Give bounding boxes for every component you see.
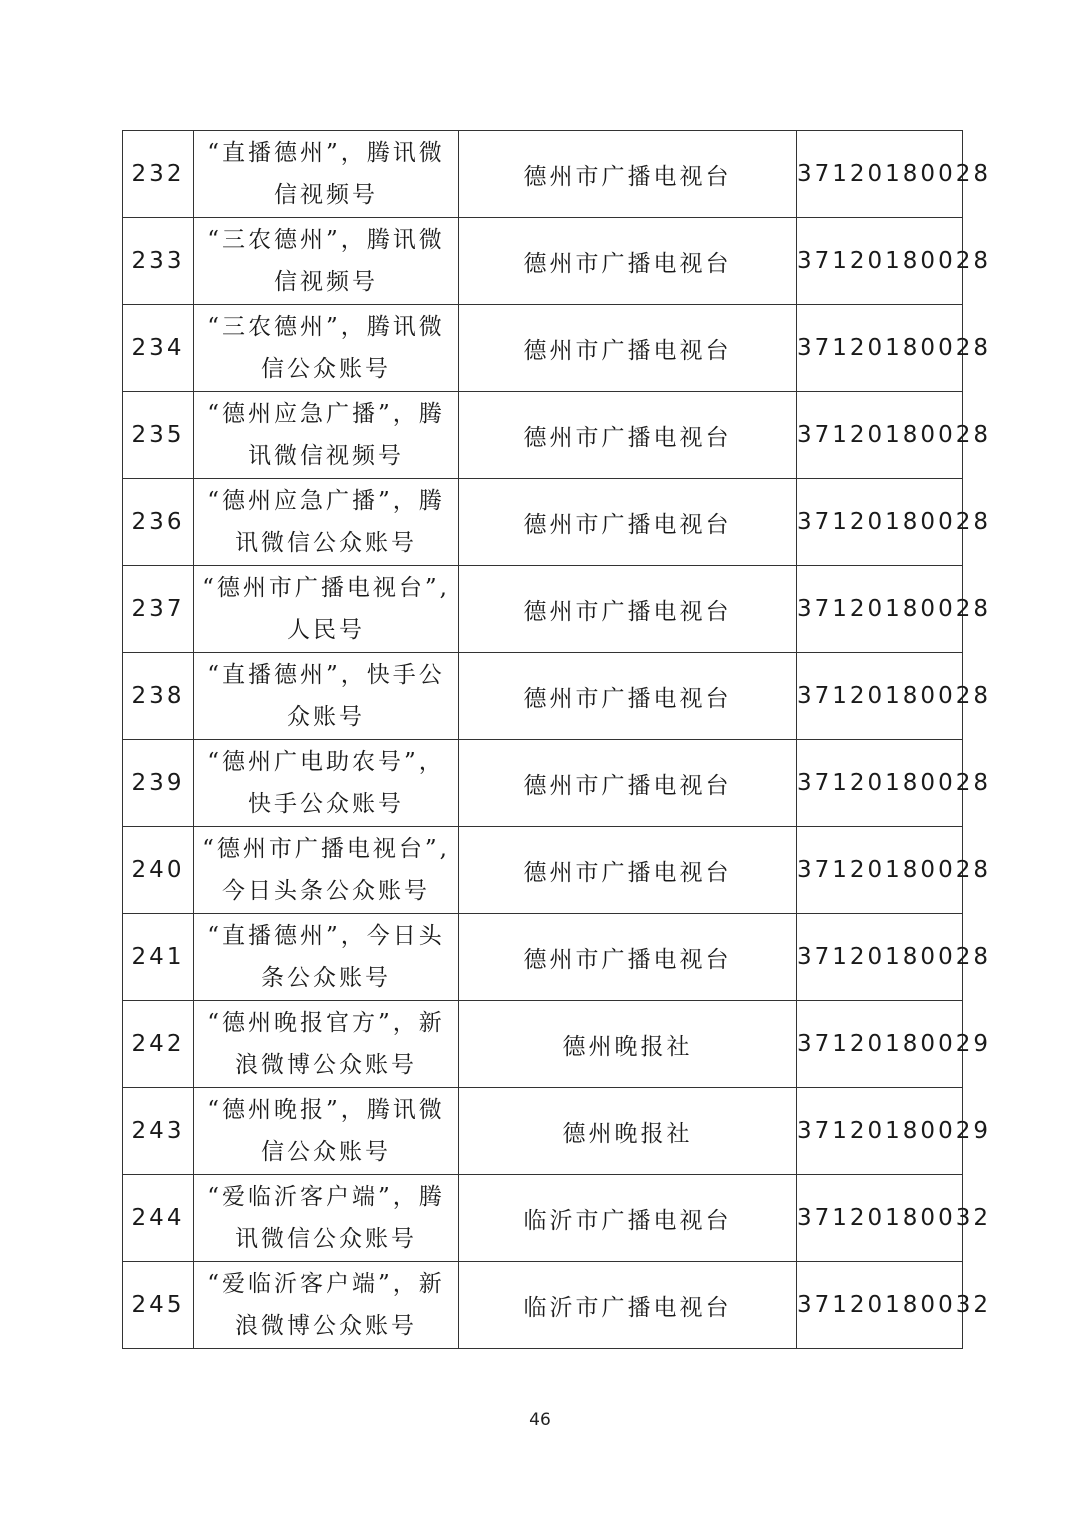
table-row [123, 566, 963, 653]
table-row [123, 827, 963, 914]
account-name [194, 827, 459, 914]
account-name [194, 479, 459, 566]
organization-name: 德州市广播电视台 [459, 914, 797, 1001]
row-number: 237 [123, 566, 194, 653]
account-name-line: “三农德州”，腾讯微 [207, 227, 445, 253]
license-code: 37120180032 [797, 1262, 963, 1349]
account-name-line: 信公众账号 [261, 1139, 391, 1165]
table-row [123, 131, 963, 218]
account-name [194, 305, 459, 392]
license-code: 37120180028 [797, 392, 963, 479]
license-code: 37120180028 [797, 740, 963, 827]
license-code: 37120180032 [797, 1175, 963, 1262]
account-name [194, 653, 459, 740]
license-code: 37120180028 [797, 827, 963, 914]
table-row [123, 1262, 963, 1349]
row-number: 233 [123, 218, 194, 305]
account-name-line: “德州应急广播”，腾 [207, 401, 445, 427]
account-name-line: 讯微信公众账号 [235, 1226, 417, 1252]
account-name-line: “德州广电助农号”， [207, 749, 445, 775]
table-row [123, 1175, 963, 1262]
account-name-line: “德州晚报官方”，新 [207, 1010, 445, 1036]
account-name [194, 1175, 459, 1262]
account-name [194, 131, 459, 218]
account-name-line: 讯微信公众账号 [235, 530, 417, 556]
account-name-line: “爱临沂客户端”，腾 [207, 1184, 445, 1210]
account-name-line: “爱临沂客户端”，新 [207, 1271, 445, 1297]
organization-name: 德州市广播电视台 [459, 653, 797, 740]
table-row [123, 479, 963, 566]
account-name [194, 218, 459, 305]
organization-name: 德州市广播电视台 [459, 740, 797, 827]
organization-name: 德州晚报社 [459, 1001, 797, 1088]
table-row [123, 914, 963, 1001]
license-code: 37120180028 [797, 218, 963, 305]
license-code: 37120180028 [797, 305, 963, 392]
table-row [123, 305, 963, 392]
account-name-line: 信视频号 [274, 269, 378, 295]
row-number: 244 [123, 1175, 194, 1262]
table-row [123, 1088, 963, 1175]
row-number: 238 [123, 653, 194, 740]
row-number: 243 [123, 1088, 194, 1175]
organization-name: 德州市广播电视台 [459, 479, 797, 566]
account-name-line: 条公众账号 [261, 965, 391, 991]
account-name-line: 信视频号 [274, 182, 378, 208]
table-row [123, 1001, 963, 1088]
license-code: 37120180028 [797, 653, 963, 740]
account-name [194, 1001, 459, 1088]
account-name-line: “德州晚报”，腾讯微 [207, 1097, 445, 1123]
account-name-line: “德州市广播电视台”, [202, 836, 450, 862]
account-name-line: 浪微博公众账号 [235, 1052, 417, 1078]
organization-name: 德州市广播电视台 [459, 566, 797, 653]
table-row [123, 740, 963, 827]
row-number: 236 [123, 479, 194, 566]
account-name-line: “直播德州”，今日头 [207, 923, 445, 949]
license-code: 37120180028 [797, 131, 963, 218]
account-name [194, 392, 459, 479]
account-name-line: 人民号 [287, 617, 365, 643]
table-row [123, 653, 963, 740]
account-name-line: “直播德州”，腾讯微 [207, 140, 445, 166]
row-number: 242 [123, 1001, 194, 1088]
page-number: 46 [529, 1410, 551, 1430]
license-code: 37120180028 [797, 566, 963, 653]
row-number: 232 [123, 131, 194, 218]
registry-table-body [123, 131, 991, 1349]
account-name-line: “德州应急广播”，腾 [207, 488, 445, 514]
account-name [194, 914, 459, 1001]
registry-table [122, 130, 991, 1349]
organization-name: 德州市广播电视台 [459, 131, 797, 218]
account-name [194, 1088, 459, 1175]
row-number: 241 [123, 914, 194, 1001]
license-code: 37120180029 [797, 1088, 963, 1175]
account-name [194, 566, 459, 653]
account-name-line: 快手公众账号 [248, 791, 404, 817]
organization-name: 德州晚报社 [459, 1088, 797, 1175]
row-number: 239 [123, 740, 194, 827]
row-number: 235 [123, 392, 194, 479]
row-number: 245 [123, 1262, 194, 1349]
account-name [194, 740, 459, 827]
account-name-line: 众账号 [287, 704, 365, 730]
row-number: 240 [123, 827, 194, 914]
organization-name: 德州市广播电视台 [459, 305, 797, 392]
account-name [194, 1262, 459, 1349]
row-number: 234 [123, 305, 194, 392]
account-name-line: “德州市广播电视台”, [202, 575, 450, 601]
organization-name: 德州市广播电视台 [459, 827, 797, 914]
table-row [123, 218, 963, 305]
account-name-line: 今日头条公众账号 [222, 878, 430, 904]
account-name-line: 信公众账号 [261, 356, 391, 382]
license-code: 37120180028 [797, 479, 963, 566]
table-row [123, 392, 963, 479]
account-name-line: 浪微博公众账号 [235, 1313, 417, 1339]
account-name-line: “直播德州”，快手公 [207, 662, 445, 688]
organization-name: 德州市广播电视台 [459, 392, 797, 479]
license-code: 37120180028 [797, 914, 963, 1001]
organization-name: 临沂市广播电视台 [459, 1262, 797, 1349]
organization-name: 德州市广播电视台 [459, 218, 797, 305]
account-name-line: “三农德州”，腾讯微 [207, 314, 445, 340]
account-name-line: 讯微信视频号 [248, 443, 404, 469]
organization-name: 临沂市广播电视台 [459, 1175, 797, 1262]
license-code: 37120180029 [797, 1001, 963, 1088]
